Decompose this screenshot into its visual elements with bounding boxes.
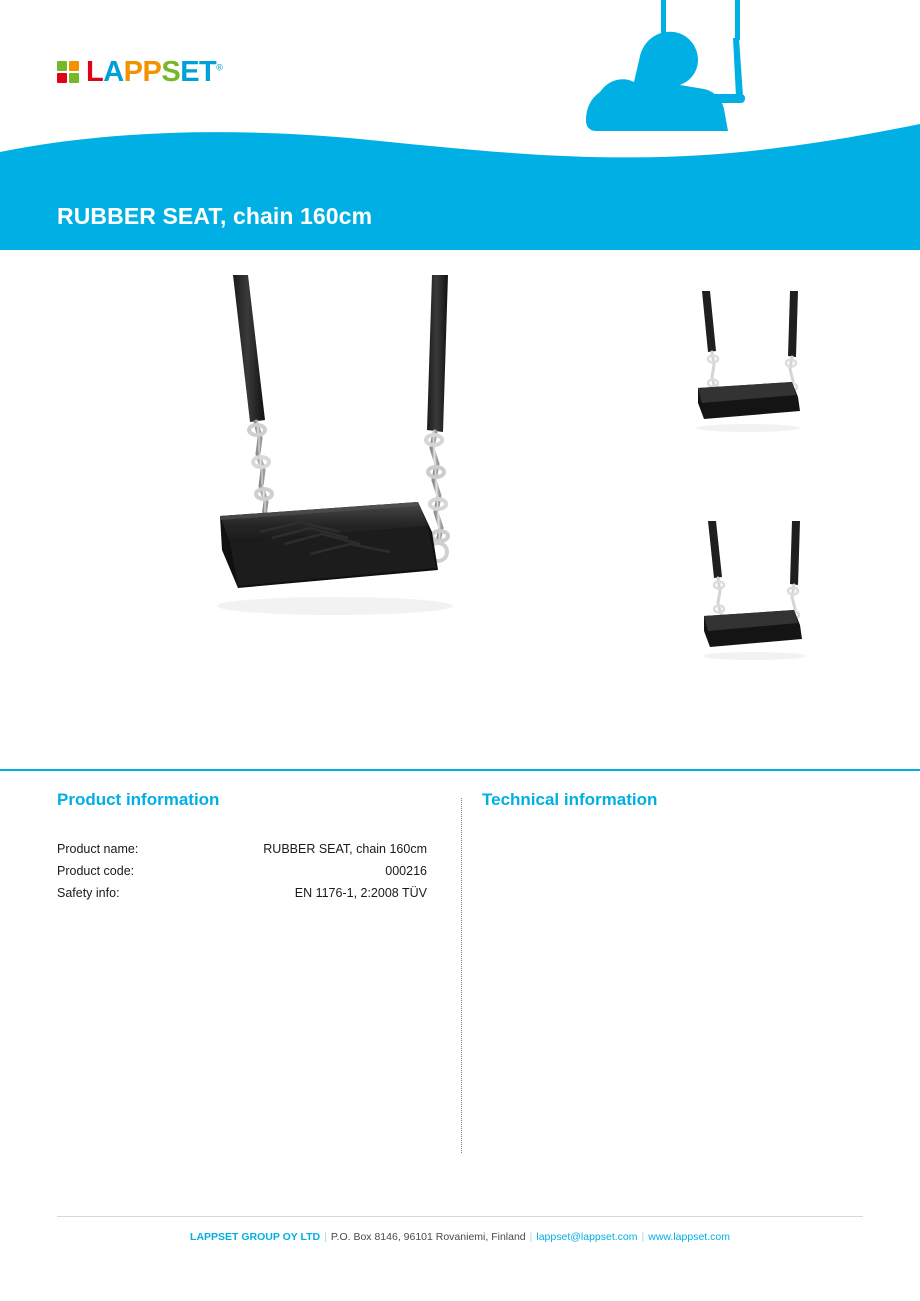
page-title: RUBBER SEAT, chain 160cm [57, 203, 373, 229]
table-row [57, 840, 427, 862]
column-separator [461, 798, 462, 1153]
registered-mark: ® [216, 61, 223, 72]
section-divider [0, 769, 920, 771]
page-footer [0, 1231, 920, 1243]
footer-rule [57, 1216, 863, 1217]
product-main-image [160, 270, 640, 750]
lappset-logo [57, 55, 223, 88]
product-information-heading: Product information [57, 790, 220, 809]
spec-label: Safety info: [57, 886, 120, 901]
child-on-swing-silhouette [586, 0, 745, 131]
footer-website-link[interactable]: www.lappset.com [648, 1231, 730, 1243]
spec-label: Product code: [57, 864, 135, 879]
spec-value: RUBBER SEAT, chain 160cm [263, 842, 427, 856]
information-section [0, 790, 920, 1170]
spec-label: Product name: [57, 842, 139, 856]
product-image-gallery [0, 250, 920, 770]
footer-address: P.O. Box 8146, 96101 Rovaniemi, Finland [330, 1231, 526, 1243]
page-header [0, 0, 920, 250]
footer-company: LAPPSET GROUP OY LTD [190, 1231, 321, 1243]
footer-email-link[interactable]: lappset@lappset.com [536, 1231, 638, 1243]
product-information-table [57, 840, 427, 906]
table-row [57, 884, 427, 906]
footer-separator: | [529, 1231, 533, 1243]
product-thumbnail-1 [680, 285, 860, 475]
lappset-logo-text: LAPPSET® [86, 55, 223, 88]
table-row [57, 862, 427, 884]
footer-separator: | [641, 1231, 645, 1243]
product-information-column [57, 790, 447, 906]
product-thumbnail-2 [680, 515, 860, 705]
spec-value: 000216 [385, 864, 427, 879]
technical-information-heading: Technical information [482, 790, 658, 809]
technical-information-column [482, 790, 872, 840]
lappset-logo-mark [57, 61, 79, 83]
spec-value: EN 1176-1, 2:2008 TÜV [294, 886, 427, 901]
footer-separator: | [324, 1231, 327, 1243]
